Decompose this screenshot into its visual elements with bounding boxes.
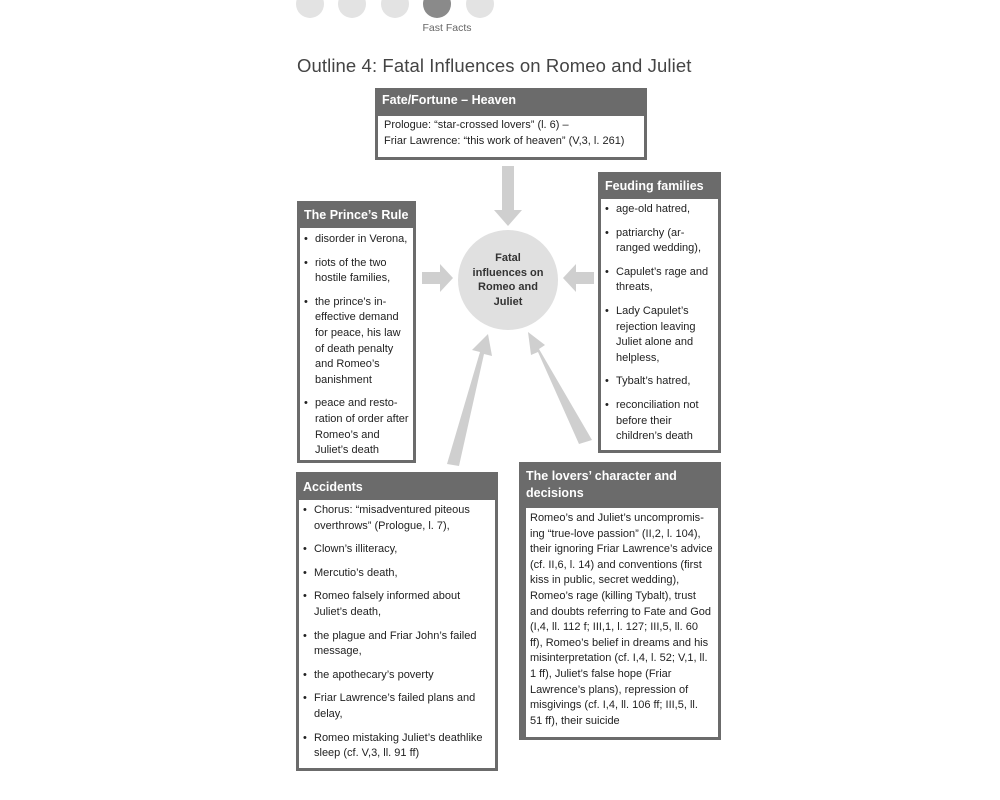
families-item: • Tybalt’s hatred, — [603, 374, 715, 390]
arrow-up-accidents — [447, 334, 492, 466]
fate-line: Prologue: “star-crossed lovers” (l. 6) – — [384, 119, 569, 131]
families-item: • Capulet’s rage and threats, — [603, 265, 715, 296]
accidents-item: • Mercutio’s death, — [301, 566, 490, 582]
families-item: • patriarchy (arranged wedding), — [603, 226, 715, 257]
families-item: • Lady Capulet’s rejection leaving Juliet alone and helpless, — [603, 304, 715, 366]
prince-item: • the prince’s ineffective demand for peace, his law of death penalty and Romeo’s banishment — [302, 295, 410, 389]
accidents-item: • Chorus: “misadventured piteous overthrows” (Prologue, l. 7), — [301, 503, 490, 534]
lovers-box — [519, 462, 721, 740]
lovers-heading: The lovers’ character and decisions — [526, 469, 677, 500]
accidents-item: • Romeo mistaking Juliet’s deathlike sleep (cf. V,3, ll. 91 ff) — [301, 731, 490, 762]
arrow-down-fate — [494, 166, 522, 226]
families-body — [601, 199, 718, 450]
accidents-item: • Friar Lawrence’s failed plans and delay, — [301, 691, 490, 722]
families-box — [598, 172, 721, 453]
accidents-box — [296, 472, 498, 771]
accidents-item: • Romeo falsely informed about Juliet’s death, — [301, 589, 490, 620]
arrow-left-families — [563, 264, 594, 292]
fate-box — [375, 88, 647, 160]
lovers-body — [526, 508, 718, 737]
fate-heading: Fate/Fortune – Heaven — [382, 93, 517, 107]
accidents-item: • the plague and Friar John’s failed message, — [301, 629, 490, 660]
families-item: • age-old hatred, — [603, 202, 715, 218]
families-heading: Feuding families — [605, 179, 704, 193]
arrow-right-prince — [422, 264, 453, 292]
hub-line: Juliet — [493, 295, 523, 308]
accidents-item: • Clown’s illiteracy, — [301, 542, 490, 558]
accidents-body — [299, 500, 495, 768]
hub-line: influences on — [472, 266, 544, 279]
hub-line: Fatal — [495, 252, 521, 264]
page-title: Outline 4: Fatal Influences on Romeo and Juliet — [297, 55, 692, 76]
fate-body — [378, 116, 644, 157]
families-item: • reconciliation not before their children’s death — [603, 398, 715, 445]
fate-line: Friar Lawrence: “this work of heaven” (V,3, l. 261) — [384, 134, 625, 147]
lovers-text: Romeo’s and Juliet’s uncompromising “true-love passion” (II,2, l. 104), their ignoring Friar Lawrence’s advice (cf. II,6, l. 14) and conventions (first kiss in public, secret wedding), Romeo’s rage (killing Tybalt), trust and doubts referring to Fate and God (I,4, ll. 112 f; III,1, l. 127; III,5, ll. 60 ff), Romeo’s belief in dreams and his misinterpretation (cf. I,4, l. 52; V,1, ll. 1 ff), Juliet’s false hope (Friar Lawrence’s plans), repression of misgivings (cf. I,4, ll. 106 ff; III,5, ll. 51 ff), their suicide — [530, 512, 713, 727]
prince-item: • riots of the two hostile families, — [302, 256, 410, 287]
hub-line: Romeo and — [478, 281, 538, 293]
central-hub — [458, 230, 558, 330]
prince-box — [297, 201, 416, 463]
nav-label: Fast Facts — [422, 22, 472, 34]
prince-heading: The Prince’s Rule — [304, 208, 409, 222]
accidents-item: • the apothecary’s poverty — [301, 668, 490, 684]
prince-item: • disorder in Verona, — [302, 232, 410, 248]
prince-body — [300, 228, 413, 460]
accidents-heading: Accidents — [303, 480, 363, 494]
prince-item: • peace and restoration of order after Romeo’s and Juliet’s death — [302, 396, 410, 458]
arrow-up-lovers — [528, 332, 592, 444]
